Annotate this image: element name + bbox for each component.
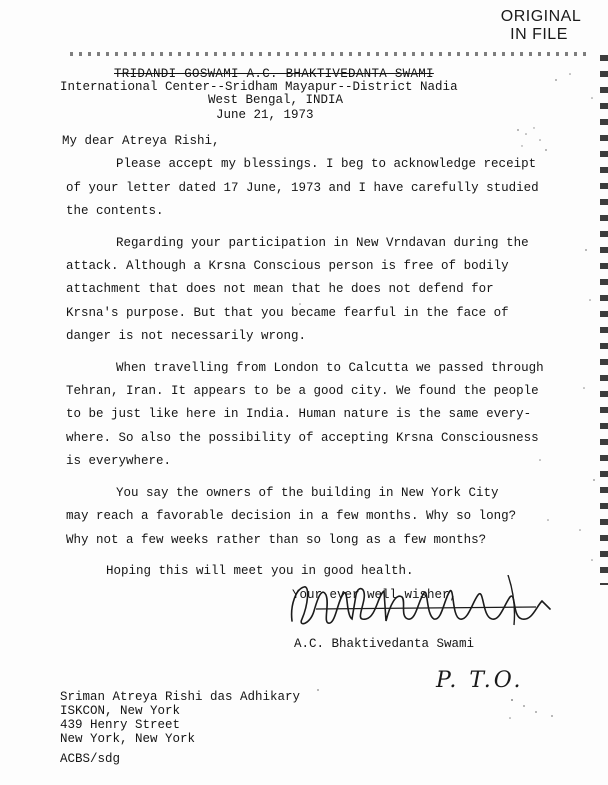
recipient-address <box>60 690 300 746</box>
stamp-line-2: IN FILE <box>510 26 568 43</box>
paragraph-line: Why not a few weeks rather than so long as a few months? <box>66 532 487 547</box>
reference-initials: ACBS/sdg <box>60 752 121 766</box>
paragraph-line: When travelling from London to Calcutta we passed through <box>116 360 544 375</box>
paragraph-3 <box>66 357 566 474</box>
letter-body <box>62 130 566 583</box>
paragraph-line: where. So also the possibility of accepting Krsna Consciousness <box>66 430 539 445</box>
letterhead-title: TRIDANDI GOSWAMI A.C. BHAKTIVEDANTA SWAMI <box>114 67 434 81</box>
please-turn-over-note: P. T.O. <box>436 668 524 693</box>
paragraph-line: Hoping this will meet you in good health. <box>106 563 414 578</box>
paragraph-line: attachment that does not mean that he does not defend for <box>66 282 494 297</box>
recipient-name: Sriman Atreya Rishi das Adhikary <box>60 690 301 704</box>
paragraph-line: of your letter dated 17 June, 1973 and I have carefully studied <box>66 180 539 195</box>
signature-name: A.C. Bhaktivedanta Swami <box>294 637 475 651</box>
paragraph-line: Krsna's purpose. But that you became fearful in the face of <box>66 305 509 320</box>
recipient-city: New York, New York <box>60 732 196 746</box>
salutation: My dear Atreya Rishi, <box>62 134 220 148</box>
paragraph-line: to be just like here in India. Human nature is the same every- <box>66 407 532 422</box>
letter-date: June 21, 1973 <box>216 108 314 122</box>
paragraph-line: danger is not necessarily wrong. <box>66 329 307 344</box>
scan-artifact-top <box>70 52 590 56</box>
paragraph-line: the contents. <box>66 204 164 219</box>
paragraph-line: Regarding your participation in New Vrndavan during the <box>116 235 529 250</box>
letterhead <box>60 68 520 122</box>
original-in-file-stamp <box>492 8 590 44</box>
paragraph-line: is everywhere. <box>66 454 172 469</box>
letterhead-address: International Center--Sridham Mayapur--District Nadia <box>60 80 458 94</box>
handwritten-signature <box>286 575 556 635</box>
stamp-line-1: ORIGINAL <box>500 8 582 25</box>
scan-artifact-edge <box>600 55 608 585</box>
paragraph-2 <box>66 232 566 349</box>
paragraph-line: attack. Although a Krsna Conscious person is free of bodily <box>66 259 509 274</box>
paragraph-4 <box>66 482 566 552</box>
letterhead-region: West Bengal, INDIA <box>208 93 344 107</box>
paragraph-line: may reach a favorable decision in a few months. Why so long? <box>66 509 517 524</box>
paragraph-1 <box>66 153 566 223</box>
recipient-street: 439 Henry Street <box>60 718 181 732</box>
closing-line: Your ever well wisher, <box>292 588 458 602</box>
paragraph-line: Please accept my blessings. I beg to acknowledge receipt <box>116 157 537 172</box>
recipient-org: ISKCON, New York <box>60 704 181 718</box>
paragraph-line: Tehran, Iran. It appears to be a good city. We found the people <box>66 384 539 399</box>
paragraph-line: You say the owners of the building in New York City <box>116 485 499 500</box>
